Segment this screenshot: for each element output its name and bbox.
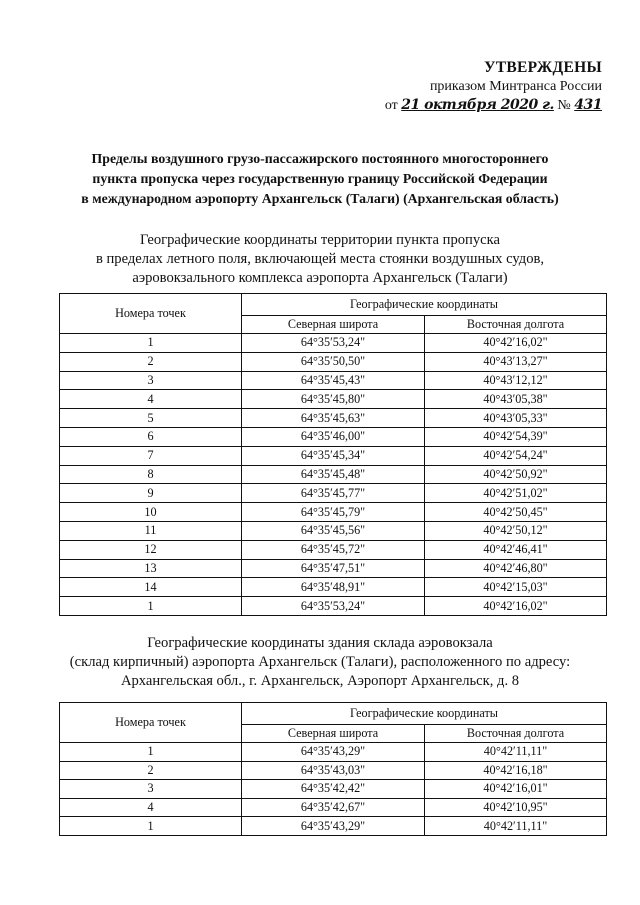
approval-block (385, 58, 602, 115)
longitude-cell: 40°42′46,80" (425, 559, 607, 578)
point-number-cell: 3 (60, 780, 242, 799)
longitude-cell: 40°42′50,12" (425, 521, 607, 540)
approval-date-line (385, 96, 602, 115)
table-row (60, 597, 607, 616)
latitude-cell: 64°35′45,72" (242, 540, 425, 559)
point-number-cell: 1 (60, 817, 242, 836)
col-header-longitude: Восточная долгота (425, 725, 607, 743)
col-header-latitude: Северная широта (242, 725, 425, 743)
latitude-cell: 64°35′45,79" (242, 503, 425, 522)
longitude-cell: 40°42′16,18" (425, 761, 607, 780)
table-row (60, 540, 607, 559)
col-header-latitude: Северная широта (242, 316, 425, 334)
point-number-cell: 12 (60, 540, 242, 559)
point-number-cell: 1 (60, 334, 242, 353)
point-number-cell: 7 (60, 446, 242, 465)
table-row (60, 743, 607, 762)
longitude-cell: 40°42′54,39" (425, 427, 607, 446)
section1-heading (40, 231, 600, 288)
table-row (60, 503, 607, 522)
table-body (60, 334, 607, 616)
longitude-cell: 40°42′16,02" (425, 334, 607, 353)
col-header-coordinates: Географические координаты (242, 294, 607, 316)
longitude-cell: 40°42′16,02" (425, 597, 607, 616)
latitude-cell: 64°35′45,34" (242, 446, 425, 465)
table-row (60, 484, 607, 503)
latitude-cell: 64°35′50,50" (242, 352, 425, 371)
longitude-cell: 40°42′10,95" (425, 798, 607, 817)
section2-heading (40, 634, 600, 691)
warehouse-coordinates-table (59, 702, 607, 836)
table-row (60, 780, 607, 799)
table-row (60, 559, 607, 578)
point-number-cell: 13 (60, 559, 242, 578)
point-number-cell: 2 (60, 352, 242, 371)
point-number-cell: 6 (60, 427, 242, 446)
point-number-cell: 1 (60, 743, 242, 762)
longitude-cell: 40°42′11,11" (425, 817, 607, 836)
point-number-cell: 14 (60, 578, 242, 597)
section1-heading-line: в пределах летного поля, включающей места стоянки воздушных судов, (95, 251, 545, 267)
latitude-cell: 64°35′43,29" (242, 743, 425, 762)
handwritten-date: 21 октября 2020 г. (401, 97, 554, 113)
latitude-cell: 64°35′45,80" (242, 390, 425, 409)
table-row (60, 427, 607, 446)
latitude-cell: 64°35′45,43" (242, 371, 425, 390)
longitude-cell: 40°42′50,45" (425, 503, 607, 522)
approval-heading: УТВЕРЖДЕНЫ (484, 59, 602, 76)
latitude-cell: 64°35′42,67" (242, 798, 425, 817)
section2-heading-line: Географические координаты здания склада аэровокзала (147, 635, 493, 651)
point-number-cell: 4 (60, 798, 242, 817)
col-header-points: Номера точек (60, 294, 242, 334)
section1-heading-line: Географические координаты территории пункта пропуска (140, 232, 500, 248)
latitude-cell: 64°35′43,03" (242, 761, 425, 780)
point-number-cell: 3 (60, 371, 242, 390)
latitude-cell: 64°35′47,51" (242, 559, 425, 578)
table-row (60, 390, 607, 409)
table-row (60, 371, 607, 390)
section2-heading-line: Архангельская обл., г. Архангельск, Аэропорт Архангельск, д. 8 (120, 673, 520, 689)
approval-order-line: приказом Минтранса России (429, 79, 602, 94)
longitude-cell: 40°43′05,38" (425, 390, 607, 409)
latitude-cell: 64°35′45,63" (242, 409, 425, 428)
title-line: в международном аэропорту Архангельск (Талаги) (Архангельская область) (81, 191, 559, 206)
point-number-cell: 1 (60, 597, 242, 616)
table-body (60, 743, 607, 836)
table-row (60, 352, 607, 371)
table-row (60, 409, 607, 428)
table-row (60, 578, 607, 597)
latitude-cell: 64°35′45,48" (242, 465, 425, 484)
latitude-cell: 64°35′48,91" (242, 578, 425, 597)
longitude-cell: 40°43′13,27" (425, 352, 607, 371)
table-row (60, 446, 607, 465)
point-number-cell: 10 (60, 503, 242, 522)
latitude-cell: 64°35′53,24" (242, 597, 425, 616)
table-row (60, 521, 607, 540)
point-number-cell: 9 (60, 484, 242, 503)
col-header-coordinates: Географические координаты (242, 703, 607, 725)
longitude-cell: 40°42′54,24" (425, 446, 607, 465)
point-number-cell: 8 (60, 465, 242, 484)
latitude-cell: 64°35′53,24" (242, 334, 425, 353)
table-row (60, 817, 607, 836)
longitude-cell: 40°42′15,03" (425, 578, 607, 597)
longitude-cell: 40°42′50,92" (425, 465, 607, 484)
point-number-cell: 4 (60, 390, 242, 409)
longitude-cell: 40°43′12,12" (425, 371, 607, 390)
number-prefix: № (557, 98, 571, 113)
longitude-cell: 40°43′05,33" (425, 409, 607, 428)
col-header-longitude: Восточная долгота (425, 316, 607, 334)
document-title (40, 149, 600, 209)
section1-heading-line: аэровокзального комплекса аэропорта Архангельск (Талаги) (132, 270, 508, 286)
latitude-cell: 64°35′42,42" (242, 780, 425, 799)
longitude-cell: 40°42′46,41" (425, 540, 607, 559)
latitude-cell: 64°35′45,56" (242, 521, 425, 540)
table-row (60, 334, 607, 353)
handwritten-number: 431 (574, 97, 602, 113)
date-prefix: от (384, 98, 398, 113)
table-row (60, 465, 607, 484)
longitude-cell: 40°42′11,11" (425, 743, 607, 762)
longitude-cell: 40°42′16,01" (425, 780, 607, 799)
col-header-points: Номера точек (60, 703, 242, 743)
latitude-cell: 64°35′46,00" (242, 427, 425, 446)
latitude-cell: 64°35′45,77" (242, 484, 425, 503)
latitude-cell: 64°35′43,29" (242, 817, 425, 836)
table-row (60, 761, 607, 780)
title-line: пункта пропуска через государственную границу Российской Федерации (92, 171, 548, 186)
point-number-cell: 11 (60, 521, 242, 540)
point-number-cell: 5 (60, 409, 242, 428)
section2-heading-line: (склад кирпичный) аэропорта Архангельск (Талаги), расположенного по адресу: (69, 654, 571, 670)
table-row (60, 798, 607, 817)
title-line: Пределы воздушного грузо-пассажирского постоянного многостороннего (91, 151, 549, 166)
point-number-cell: 2 (60, 761, 242, 780)
longitude-cell: 40°42′51,02" (425, 484, 607, 503)
airfield-coordinates-table (59, 293, 607, 616)
